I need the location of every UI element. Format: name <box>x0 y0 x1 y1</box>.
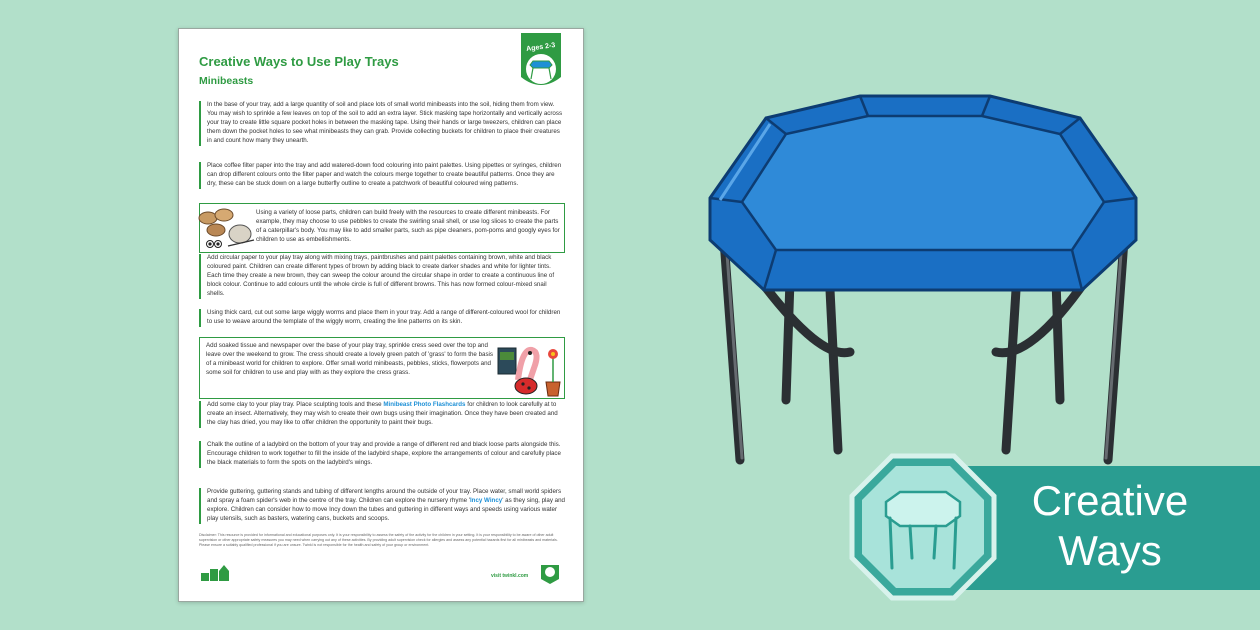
gutter-text-end: ' as they sing, play and explore. Children can consider how to move Incy down the tubes and guttering in different ways and speeds using various water play utensils, such as basters, watering cans, buckets and scoops. <box>207 496 565 522</box>
footer-url[interactable]: visit twinkl.com <box>491 573 529 579</box>
clay-text-start: Add some clay to your play tray. Place sculpting tools and these <box>207 401 384 408</box>
activity-box-cress <box>199 337 565 399</box>
minibeasts-image <box>496 340 564 398</box>
activity-paragraph-4: Add circular paper to your play tray along with mixing trays, paintbrushes and paint palettes containing brown, white and black coloured paint. Children can create different types of brown by adding black to create darker shades and white for lighter tints. Each time they create a new brown, they can sweep the colour around the circular shape in order to create a continuous line of block colour. Continue to add colours until the whole circle is full of different browns. This has now formed colour-mixed snail shells. <box>199 254 565 299</box>
play-tray-illustration <box>700 90 1146 490</box>
disclaimer-text: Disclaimer: This resource is provided for informational and educational purposes only. It is your responsibility to assess the safety of the activity for the children in your setting. It is your responsibility to be aware of other adult supervision or other appropriate safety measures you may need when carrying out any of these activities. By providing adult supervision check for allergies and assess any potential hazards first for all minibeasts and materials. Please ensure a suitably qualified professional if you are unsure. Twinkl is not responsible for the health and safety of your group or environment. <box>199 533 558 548</box>
activity-paragraph-5: Using thick card, cut out some large wiggly worms and place them in your tray. Add a range of different-coloured wool for children to use to weave around the template of the wiggly worm, creating the line patterns on its skin. <box>199 309 565 327</box>
play-tray-octagon-icon <box>848 452 998 602</box>
minibeast-flashcards-link[interactable]: Minibeast Photo Flashcards <box>383 401 466 408</box>
quality-badge-icon <box>539 563 561 585</box>
clay-text-end: for children to look carefully at to create an insect. Alternatively, they may wish to create their own bugs using their imagination. Once they have been created and the clay has dried, you may like to offer children the opportunity to paint their bugs. <box>207 401 558 426</box>
activity-box-cress-text: Add soaked tissue and newspaper over the base of your play tray, sprinkle cress seed over the top and leave over the weekend to grow. The cress should create a lovely green patch of 'grass' to form the basis of a minibeast world for children to explore. Offer small world minibeasts, pebbles, sticks, flowerpots and some soil for children to use and play with as they explore the cress grass. <box>206 342 494 376</box>
gutter-text-start: Provide guttering, guttering stands and tubing of different lengths around the outside of your tray. Place water, small world spiders and spray a foam spider's web in the centre of the tray. Children can explore the nursery rhyme ' <box>207 488 562 504</box>
activity-box-loose-parts-text: Using a variety of loose parts, children can build freely with the resources to create different minibeasts. For example, they may choose to use pebbles to create the swirling snail shell, or use log slices to create the parts of a caterpillar's body. You may like to add smaller parts, such as pipe cleaners, pom-poms and googly eyes for children to use as embellishments. <box>256 209 560 243</box>
activity-paragraph-gutter <box>199 488 565 524</box>
activity-paragraph-clay <box>199 401 565 428</box>
log-slices-image <box>196 206 258 250</box>
age-badge-label: Ages 2-3 <box>525 42 556 54</box>
activity-paragraph-7: Chalk the outline of a ladybird on the bottom of your tray and provide a range of different red and black loose parts alongside this. Encourage children to work together to fill the inside of the ladybird shape, explore the arrangements of colour and carefully place the black materials to form the spots on the ladybird's wings. <box>199 441 565 468</box>
creative-ways-line-2: Ways <box>1058 527 1162 574</box>
document-subtitle: Minibeasts <box>199 75 254 87</box>
activity-box-loose-parts <box>199 203 565 253</box>
activity-paragraph-1: In the base of your tray, add a large quantity of soil and place lots of small world minibeasts into the soil, hiding them from view. You may wish to sprinkle a few leaves on top of the soil to add an extra layer. Stick masking tape horizontally and vertically across your tray to create little square pocket holes in between the masking tape. Using their hands or large tweezers, children can place them down the pocket holes to see what minibeasts they can grab. Provide collecting buckets for children to place their creatures in and count how many they unearth. <box>199 101 565 146</box>
activity-paragraph-2: Place coffee filter paper into the tray and add watered-down food colouring into paint palettes. Using pipettes or syringes, children can drop different colours onto the filter paper and watch the colours merge together to create beautiful patterns. Once they are dry, these can be stuck down on a large butterfly outline to create a patchwork of beautiful coloured wing patterns. <box>199 162 565 189</box>
creative-ways-line-1: Creative <box>1031 477 1189 524</box>
creative-ways-title <box>966 476 1254 576</box>
incy-wincy-link[interactable]: Incy Wincy <box>469 496 503 504</box>
document-title: Creative Ways to Use Play Trays <box>199 54 399 69</box>
worksheet-document <box>178 28 584 602</box>
age-badge-icon <box>517 33 565 93</box>
twinkl-blocks-logo-icon <box>201 563 229 581</box>
